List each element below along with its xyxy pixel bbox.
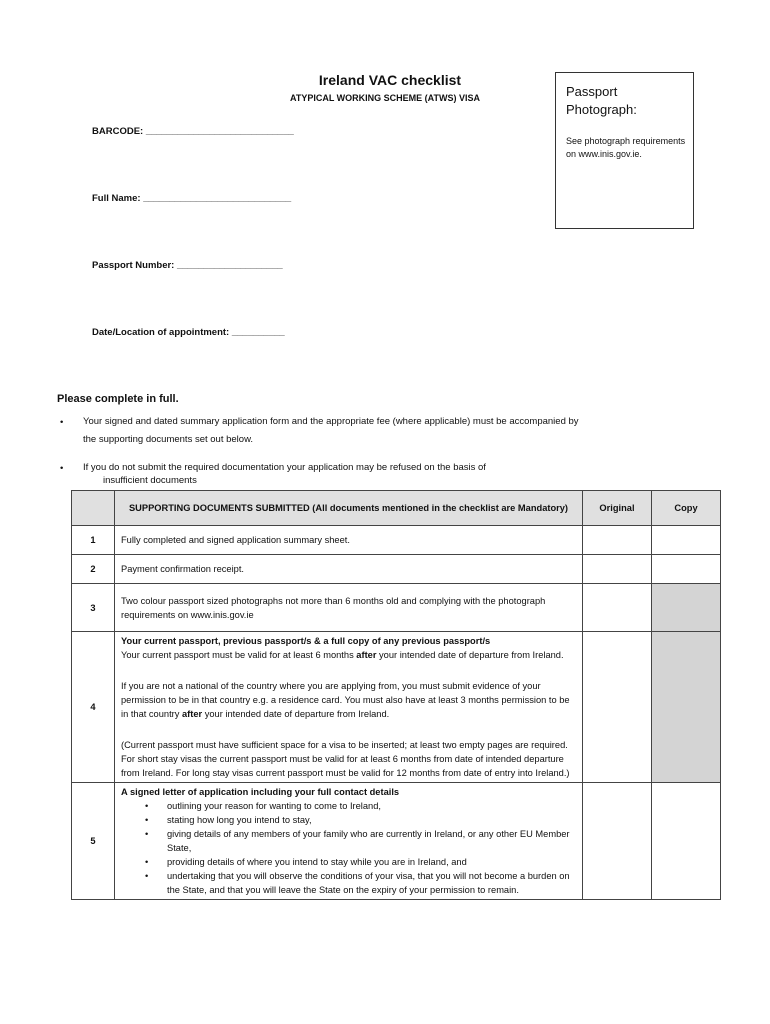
- row-description: Fully completed and signed application summary sheet.: [115, 526, 583, 555]
- bullet-1-symbol: •: [60, 417, 64, 428]
- list-item: • undertaking that you will observe the conditions of your visa, that you will not become a burden on the State, and that you will leave the State on the expiry of your permission to remain.: [167, 869, 576, 897]
- header-number-cell: [72, 491, 115, 526]
- table-header-row: [72, 491, 721, 526]
- row-number: 4: [72, 632, 115, 783]
- header-copy: Copy: [652, 491, 721, 526]
- table-row: [72, 783, 721, 900]
- table-row: [72, 555, 721, 584]
- table-row: [72, 632, 721, 783]
- row4-paragraph-3: (Current passport must have sufficient space for a visa to be inserted; at least two empty pages are required. For short stay visas the current passport must be valid for at least 6 months from date of intended departure from Ireland. For long stay visas current passport must be valid for 12 months from date of entry into Ireland.): [121, 740, 570, 778]
- instruction-bullet-2-line1: If you do not submit the required documentation your application may be refused on the basis of: [83, 462, 486, 473]
- row5-heading: A signed letter of application including your full contact details: [121, 787, 400, 797]
- copy-checkbox-cell[interactable]: [652, 526, 721, 555]
- copy-checkbox-cell[interactable]: [652, 783, 721, 900]
- photo-box-note: See photograph requirements on www.inis.gov.ie.: [566, 136, 686, 159]
- original-checkbox-cell[interactable]: [583, 632, 652, 783]
- header-description: SUPPORTING DOCUMENTS SUBMITTED (All documents mentioned in the checklist are Mandatory): [115, 491, 583, 526]
- table-row: [72, 584, 721, 632]
- list-item: • giving details of any members of your family who are currently in Ireland, or any other EU Member State,: [167, 827, 576, 855]
- instruction-bullet-2-line2: insufficient documents: [103, 475, 197, 486]
- row4-paragraph-1: Your current passport must be valid for at least 6 months after your intended date of departure from Ireland.: [121, 650, 564, 660]
- photo-box-title: Passport Photograph:: [566, 84, 637, 117]
- row-number: 1: [72, 526, 115, 555]
- header-original: Original: [583, 491, 652, 526]
- row-description: Two colour passport sized photographs not more than 6 months old and complying with the photograph requirements on www.inis.gov.ie: [115, 584, 583, 632]
- full-name-field[interactable]: Full Name: ____________________________: [92, 193, 292, 204]
- document-subtitle: ATYPICAL WORKING SCHEME (ATWS) VISA: [290, 93, 480, 103]
- list-item: • stating how long you intend to stay,: [167, 813, 576, 827]
- original-checkbox-cell[interactable]: [583, 584, 652, 632]
- passport-number-field[interactable]: Passport Number: ____________________: [92, 260, 283, 271]
- row-description: [115, 632, 583, 783]
- date-location-field[interactable]: Date/Location of appointment: __________: [92, 327, 285, 338]
- list-item: • outlining your reason for wanting to come to Ireland,: [167, 799, 576, 813]
- row-number: 2: [72, 555, 115, 584]
- row-description: Payment confirmation receipt.: [115, 555, 583, 584]
- original-checkbox-cell[interactable]: [583, 783, 652, 900]
- original-checkbox-cell[interactable]: [583, 555, 652, 584]
- passport-photo-box: [555, 72, 694, 229]
- barcode-field[interactable]: BARCODE: ____________________________: [92, 126, 294, 137]
- original-checkbox-cell[interactable]: [583, 526, 652, 555]
- row-description: [115, 783, 583, 900]
- copy-cell-shaded: [652, 584, 721, 632]
- row4-paragraph-2: If you are not a national of the country where you are applying from, you must submit evidence of your permission to be in that country e.g. a residence card. You must also have at least 3 months permission to be in that country after your intended date of departure from Ireland.: [121, 681, 570, 719]
- copy-cell-shaded: [652, 632, 721, 783]
- row-number: 3: [72, 584, 115, 632]
- instruction-bullet-1: Your signed and dated summary application form and the appropriate fee (where applicable) must be accompanied by the supporting documents set out below.: [83, 416, 579, 445]
- supporting-documents-table: [71, 490, 721, 900]
- list-item: • providing details of where you intend to stay while you are in Ireland, and: [167, 855, 576, 869]
- table-row: [72, 526, 721, 555]
- row-number: 5: [72, 783, 115, 900]
- bullet-2-symbol: •: [60, 463, 64, 474]
- copy-checkbox-cell[interactable]: [652, 555, 721, 584]
- instructions-heading: Please complete in full.: [57, 393, 179, 405]
- row5-list: [121, 799, 576, 897]
- document-title: Ireland VAC checklist: [318, 72, 462, 88]
- row4-heading: Your current passport, previous passport/s & a full copy of any previous passport/s: [121, 636, 491, 646]
